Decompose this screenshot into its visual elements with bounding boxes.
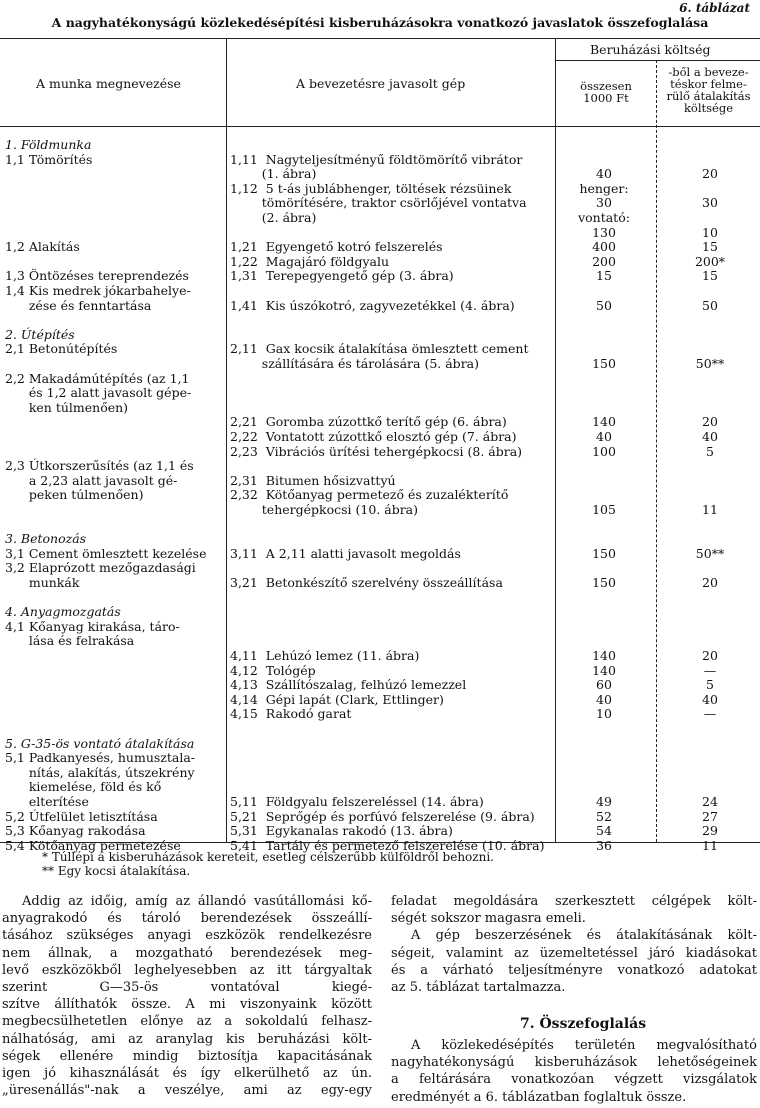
- table-row: [0, 341, 760, 357]
- cell-c2: 5,21 Seprőgép és porfúvó felszerelése (9. ábra): [230, 808, 535, 824]
- cell-c1: 1,2 Alakítás: [5, 239, 80, 255]
- cell-c2: 3,21 Betonkészítő szerelvény összeállítása: [230, 575, 503, 590]
- cell-c1: 2,3 Útkorszerűsítés (az 1,1 és: [5, 458, 194, 474]
- cell-c3: 105: [592, 502, 616, 517]
- table-row: [0, 648, 760, 664]
- cell-c2: 2,31 Bitumen hősizvattyú: [230, 472, 396, 488]
- section-heading-row: [0, 137, 760, 153]
- table-row: [0, 721, 760, 737]
- cell-c2: szállítására és tárolására (5. ábra): [230, 356, 479, 371]
- table-row: [0, 546, 760, 562]
- cell-c4: 29: [702, 823, 718, 839]
- cell-c1: munkák: [5, 575, 80, 590]
- table-row: [0, 283, 760, 299]
- cell-c2: 2,11 Gax kocsik átalakítása ömlesztett cement: [230, 341, 529, 357]
- header-total: összesen 1000 Ft: [580, 79, 632, 105]
- table-title: A nagyhatékonyságú közlekedésépítési kisberuházásokra vonatkozó javaslatok összefoglalása: [51, 15, 709, 30]
- cell-c3: 10: [596, 706, 612, 722]
- text-line: nem állnak, a mozgatható berendezések meg-: [2, 945, 372, 961]
- cell-c1: a 2,23 alatt javasolt gé-: [5, 472, 178, 488]
- cell-c4: 27: [702, 808, 718, 824]
- table-label: 6. táblázat: [679, 1, 750, 15]
- cell-c4: 40: [702, 691, 718, 707]
- table-row: [0, 692, 760, 708]
- cell-c4: 30: [702, 195, 718, 211]
- table-row: [0, 312, 760, 328]
- cell-c1: 4,1 Kőanyag kirakása, táro-: [5, 618, 180, 634]
- cell-c3: 49: [596, 794, 612, 809]
- table-row: [0, 473, 760, 489]
- text-line: A gép beszerzésének és átalakításának költ-: [411, 928, 757, 944]
- cell-c4: 5: [706, 443, 714, 459]
- table-row: [0, 823, 760, 839]
- right-column-text-b: [391, 1037, 757, 1106]
- cell-c2: 4,11 Lehúzó lemez (11. ábra): [230, 648, 420, 663]
- table-row: [0, 706, 760, 722]
- cell-c4: —: [703, 662, 717, 678]
- text-line: nálhatóság, ami az aranylag kis beruházási költ-: [2, 1031, 372, 1047]
- cell-c4: 50**: [695, 356, 725, 371]
- cell-c1: 3,2 Elaprózott mezőgazdasági: [5, 560, 196, 576]
- table-row: [0, 429, 760, 445]
- text-line: levő eszközökből leghelyesebben az itt tárgyaltak: [2, 962, 372, 978]
- table-row: [0, 298, 760, 314]
- cell-c1: 2,2 Makadámútépítés (az 1,1: [5, 370, 190, 386]
- cell-c3: 150: [592, 356, 616, 371]
- text-line: szítve állíthatók össze. A mi viszonyaink között: [2, 997, 372, 1013]
- table-row: [0, 152, 760, 168]
- text-line: feladat megoldására szerkesztett célgépek költ-: [391, 894, 757, 909]
- cell-c2: 2,32 Kötőanyag permetező és zuzalékterítő: [230, 487, 509, 503]
- table-row: [0, 794, 760, 810]
- table-row: [0, 166, 760, 182]
- section-heading-row: [0, 604, 760, 620]
- cell-c1: 2,1 Betonútépítés: [5, 341, 118, 357]
- table-row: [0, 356, 760, 372]
- cell-c2: 2,21 Goromba zúzottkő terítő gép (6. ábra): [230, 414, 507, 430]
- table-row: [0, 371, 760, 387]
- text-line: szerint G—35-ös vontatóval kiegé-: [2, 979, 372, 995]
- cell-c3: 52: [596, 808, 612, 824]
- cell-c2: 4,12 Tológép: [230, 662, 316, 678]
- text-line: nagyhatékonyságú kisberuházások lehetőségeinek: [391, 1055, 757, 1071]
- cell-c1: kiemelése, föld és kő: [5, 779, 162, 795]
- cell-c1: 3. Betonozás: [5, 531, 87, 547]
- cell-c3: 54: [596, 823, 612, 839]
- cell-c4: 40: [702, 429, 718, 444]
- table-row: [0, 765, 760, 781]
- header-cost-group: Beruházási költség: [590, 42, 711, 57]
- cell-c1: és 1,2 alatt javasolt gépe-: [5, 385, 192, 401]
- table-row: [0, 487, 760, 503]
- cell-c2: 1,31 Terepegyengető gép (3. ábra): [230, 268, 454, 284]
- cell-c2: 4,13 Szállítószalag, felhúzó lemezzel: [230, 677, 467, 693]
- cell-c3: 140: [592, 414, 616, 430]
- table-row: [0, 385, 760, 401]
- text-line: megbecsülhetetlen előnye az a sokoldalú felhasz-: [2, 1014, 372, 1030]
- cell-c3: 40: [596, 429, 612, 444]
- table-row: [0, 210, 760, 226]
- table-row: [0, 809, 760, 825]
- table-row: [0, 458, 760, 474]
- cell-c1: ken túlmenően): [5, 399, 129, 415]
- cell-c3: 40: [596, 166, 612, 182]
- cell-c1: 2. Útépítés: [5, 326, 75, 342]
- cell-c3: henger:: [579, 180, 629, 196]
- cell-c1: 4. Anyagmozgatás: [5, 604, 121, 620]
- cell-c3: 100: [592, 443, 616, 459]
- cell-c1: 1,4 Kis medrek jókarbahelye-: [5, 283, 191, 298]
- cell-c4: 24: [702, 794, 718, 809]
- table-row: [0, 225, 760, 241]
- header-work-name: A munka megnevezése: [36, 76, 181, 91]
- table-row: [0, 619, 760, 635]
- cell-c1: 5,3 Kőanyag rakodása: [5, 823, 146, 839]
- cell-c4: 20: [702, 414, 718, 430]
- cell-c1: lása és felrakása: [5, 633, 135, 649]
- cell-c3: 30: [596, 195, 612, 211]
- cell-c1: nítás, alakítás, útszekrény: [5, 764, 195, 780]
- text-line: anyagrakodó és tároló berendezések összeállí-: [2, 911, 372, 927]
- text-line: ségek ellenére mindig biztosítja kapacitásának: [2, 1048, 372, 1064]
- cell-c4: 5: [706, 677, 714, 693]
- cell-c3: 150: [592, 575, 616, 590]
- cell-c2: 1,11 Nagyteljesítményű földtömörítő vibrátor: [230, 151, 523, 167]
- cell-c4: 15: [702, 239, 718, 255]
- table-row: [0, 590, 760, 606]
- cell-c1: 5,4 Kötőanyag permetezése: [5, 837, 181, 853]
- text-line: igen jó kihasználását és így elkerülhető az ún.: [2, 1065, 372, 1081]
- text-line: ségeit, valamint az üzemeltetéssel járó kiadásokat: [391, 945, 757, 961]
- text-line: Addig az időig, amíg az állandó vasútállomási kő-: [22, 894, 372, 909]
- cell-c4: 15: [702, 268, 718, 284]
- cell-c4: 20: [702, 648, 718, 663]
- table-row: [0, 750, 760, 766]
- text-line: eredményét a 6. táblázatban foglaltuk össze.: [391, 1089, 687, 1105]
- table-row: [0, 575, 760, 591]
- cell-c2: 1,22 Magajáró földgyalu: [230, 253, 390, 269]
- cell-c3: 40: [596, 691, 612, 707]
- cell-c1: 5,2 Útfelület letisztítása: [5, 808, 158, 824]
- cell-c3: 15: [596, 268, 612, 284]
- cell-c4: 50: [702, 297, 718, 313]
- right-column-text-a: [391, 893, 757, 996]
- cell-c4: 11: [702, 502, 718, 517]
- cell-c1: 1,1 Tömörítés: [5, 151, 93, 167]
- cell-c1: 1,3 Öntözéses tereprendezés: [5, 268, 189, 284]
- cell-c3: 130: [592, 224, 616, 240]
- cell-c3: 50: [596, 297, 612, 313]
- cell-c3: 140: [592, 662, 616, 678]
- cell-c1: 5. G-35-ös vontató átalakítása: [5, 735, 195, 751]
- cell-c1: zése és fenntartása: [5, 297, 152, 313]
- text-line: a feltárására vonatkozóan végzett vizsgálatok: [391, 1072, 757, 1088]
- table-row: [0, 677, 760, 693]
- cost-group-rule: [555, 60, 760, 61]
- text-line: az 5. táblázat tartalmazza.: [391, 979, 566, 995]
- cell-c4: 50**: [695, 545, 725, 561]
- cell-c2: tömörítésére, traktor csörlőjével vontatva: [230, 195, 527, 211]
- cell-c3: 140: [592, 648, 616, 663]
- cell-c2: 2,22 Vontatott zúzottkő elosztó gép (7. ábra): [230, 429, 517, 444]
- cell-c2: 1,41 Kis úszókotró, zagyvezetékkel (4. ábra): [230, 297, 515, 313]
- cell-c2: (1. ábra): [230, 166, 317, 182]
- header-conversion-cost: -ből a beveze- téskor felme- rülő átalakítás költsége: [666, 65, 751, 115]
- cell-c4: 200*: [694, 253, 726, 269]
- text-line: tásához szükséges anyagi eszközök rendelkezésre: [2, 928, 372, 944]
- text-line: A közlekedésépítés területén megvalósítható: [411, 1038, 757, 1053]
- cell-c3: 60: [596, 677, 612, 693]
- cell-c2: 4,15 Rakodó garat: [230, 706, 352, 722]
- table-row: [0, 663, 760, 679]
- cell-c4: 20: [702, 575, 718, 590]
- cell-c1: 1. Földmunka: [5, 137, 92, 152]
- cell-c3: 400: [592, 239, 616, 255]
- cell-c2: 3,11 A 2,11 alatti javasolt megoldás: [230, 545, 461, 561]
- section-heading-row: [0, 531, 760, 547]
- table-row: [0, 633, 760, 649]
- header-machine: A bevezetésre javasolt gép: [296, 76, 466, 91]
- header-bottom-rule: [0, 126, 760, 127]
- text-line: és a várható teljesítményre vonatkozó adatokat: [391, 962, 757, 978]
- cell-c4: 20: [702, 166, 718, 182]
- cell-c2: tehergépkocsi (10. ábra): [230, 502, 419, 517]
- text-line: „üresenállás"-nak a veszélye, ami az egy-egy: [2, 1083, 372, 1099]
- cell-c4: —: [703, 706, 717, 722]
- table-row: [0, 502, 760, 518]
- cell-c2: 1,12 5 t-ás jublábhenger, töltések rézsüinek: [230, 180, 512, 196]
- table-row: [0, 517, 760, 533]
- table-top-rule: [0, 38, 760, 39]
- cell-c4: 11: [702, 837, 718, 853]
- cell-c1: 5,1 Padkanyesés, humusztala-: [5, 750, 196, 766]
- table-row: [0, 779, 760, 795]
- table-row: [0, 239, 760, 255]
- cell-c2: 5,31 Egykanalas rakodó (13. ábra): [230, 823, 453, 839]
- footnote-1: * Túllépi a kisberuházások kereteit, esetleg célszerűbb külföldről behozni.: [42, 850, 494, 864]
- table-row: [0, 181, 760, 197]
- table-row: [0, 414, 760, 430]
- cell-c2: (2. ábra): [230, 210, 317, 225]
- table-row: [0, 560, 760, 576]
- cell-c2: 2,23 Vibrációs ürítési tehergépkocsi (8. ábra): [230, 443, 523, 459]
- cell-c2: 1,21 Egyengető kotró felszerelés: [230, 239, 443, 255]
- table-row: [0, 268, 760, 284]
- table-row: [0, 195, 760, 211]
- cell-c1: peken túlmenően): [5, 487, 144, 503]
- cell-c2: 5,11 Földgyalu felszereléssel (14. ábra): [230, 794, 484, 809]
- footnote-2: ** Egy kocsi átalakítása.: [42, 864, 191, 878]
- cell-c3: 150: [592, 545, 616, 561]
- cell-c4: 10: [702, 224, 718, 240]
- table-row: [0, 400, 760, 416]
- cell-c3: 200: [592, 253, 616, 269]
- cell-c1: elterítése: [5, 794, 89, 809]
- cell-c2: 5,41 Tartály és permetező felszerelése (10. ábra): [230, 837, 545, 853]
- left-column-text: [2, 893, 372, 1099]
- section-7-heading: 7. Összefoglalás: [520, 1016, 647, 1032]
- section-heading-row: [0, 327, 760, 343]
- text-line: ségét sokszor magasra emeli.: [391, 911, 586, 927]
- cell-c3: 36: [596, 837, 612, 853]
- section-heading-row: [0, 736, 760, 752]
- cell-c1: 3,1 Cement ömlesztett kezelése: [5, 545, 207, 561]
- cell-c2: 4,14 Gépi lapát (Clark, Ettlinger): [230, 691, 444, 707]
- cell-c3: vontató:: [578, 210, 630, 225]
